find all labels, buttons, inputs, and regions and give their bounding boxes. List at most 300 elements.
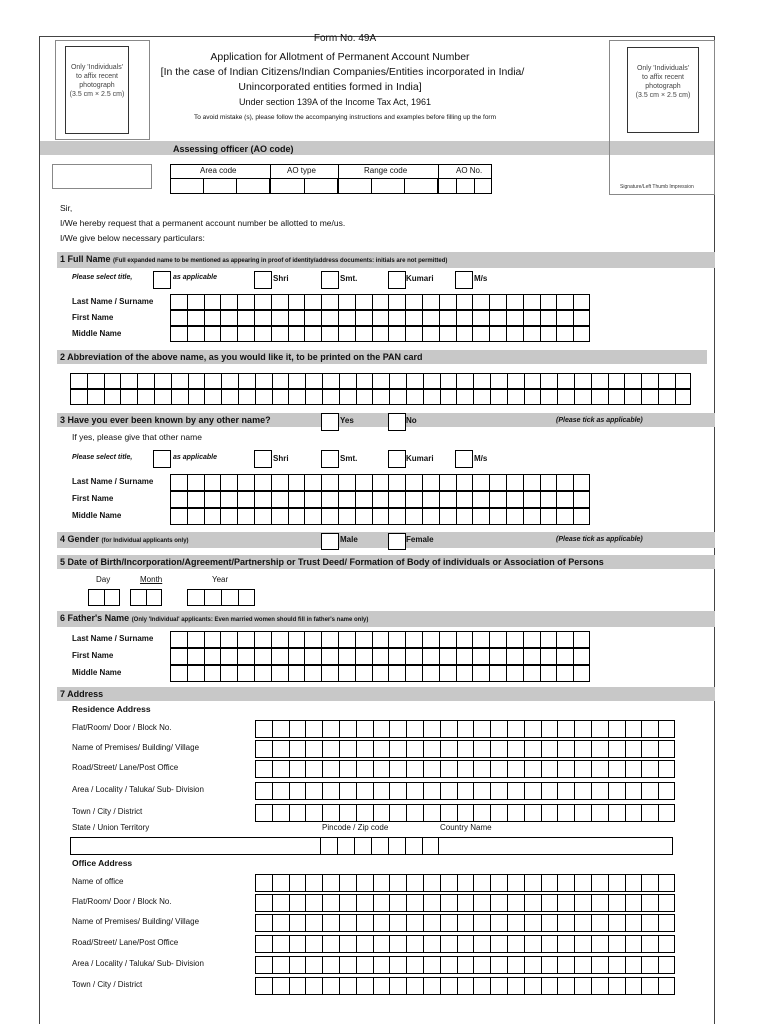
char-cell[interactable] <box>339 935 356 953</box>
char-cell[interactable] <box>289 720 306 738</box>
char-cell[interactable] <box>237 648 254 665</box>
char-cell[interactable] <box>423 956 440 974</box>
char-cell[interactable] <box>591 740 608 758</box>
char-cell[interactable] <box>255 782 272 800</box>
char-cell[interactable] <box>440 914 457 932</box>
char-cell[interactable] <box>591 373 608 389</box>
char-cell[interactable] <box>272 389 289 405</box>
char-cell[interactable] <box>540 389 557 405</box>
char-cell[interactable] <box>440 720 457 738</box>
char-cell[interactable] <box>406 894 423 912</box>
photo-box-right[interactable] <box>627 47 699 133</box>
char-cell[interactable] <box>220 631 237 648</box>
char-cell[interactable] <box>170 310 187 326</box>
char-cell[interactable] <box>322 760 339 778</box>
char-cell[interactable] <box>456 474 473 491</box>
s1-first-name-cells[interactable] <box>170 310 590 326</box>
char-cell[interactable] <box>489 326 506 342</box>
char-cell[interactable] <box>146 589 162 606</box>
char-cell[interactable] <box>372 665 389 682</box>
char-cell[interactable] <box>321 474 338 491</box>
char-cell[interactable] <box>507 977 524 995</box>
char-cell[interactable] <box>473 720 490 738</box>
char-cell[interactable] <box>540 474 557 491</box>
char-cell[interactable] <box>389 782 406 800</box>
char-cell[interactable] <box>490 740 507 758</box>
char-cell[interactable] <box>204 326 221 342</box>
char-cell[interactable] <box>507 782 524 800</box>
char-cell[interactable] <box>405 474 422 491</box>
char-cell[interactable] <box>356 389 373 405</box>
char-cell[interactable] <box>573 474 590 491</box>
char-cell[interactable] <box>272 977 289 995</box>
char-cell[interactable] <box>541 874 558 892</box>
char-cell[interactable] <box>289 894 306 912</box>
char-cell[interactable] <box>506 648 523 665</box>
char-cell[interactable] <box>356 804 373 822</box>
char-cell[interactable] <box>373 782 390 800</box>
char-cell[interactable] <box>373 956 390 974</box>
char-cell[interactable] <box>439 648 456 665</box>
char-cell[interactable] <box>625 804 642 822</box>
ao-type-cells[interactable] <box>270 178 338 194</box>
char-cell[interactable] <box>204 474 221 491</box>
char-cell[interactable] <box>456 326 473 342</box>
char-cell[interactable] <box>422 631 439 648</box>
s2-abbrev-cells-row1[interactable] <box>70 373 691 389</box>
char-cell[interactable] <box>523 491 540 508</box>
char-cell[interactable] <box>104 589 120 606</box>
char-cell[interactable] <box>541 956 558 974</box>
char-cell[interactable] <box>389 874 406 892</box>
char-cell[interactable] <box>574 720 591 738</box>
char-cell[interactable] <box>338 294 355 310</box>
char-cell[interactable] <box>423 977 440 995</box>
char-cell[interactable] <box>255 373 272 389</box>
char-cell[interactable] <box>591 720 608 738</box>
char-cell[interactable] <box>238 589 255 606</box>
s7-o-flat-cells[interactable] <box>255 894 675 912</box>
char-cell[interactable] <box>423 720 440 738</box>
char-cell[interactable] <box>457 720 474 738</box>
char-cell[interactable] <box>556 326 573 342</box>
char-cell[interactable] <box>389 373 406 389</box>
char-cell[interactable] <box>422 294 439 310</box>
char-cell[interactable] <box>204 508 221 525</box>
char-cell[interactable] <box>389 740 406 758</box>
char-cell[interactable] <box>137 373 154 389</box>
char-cell[interactable] <box>440 977 457 995</box>
char-cell[interactable] <box>523 326 540 342</box>
char-cell[interactable] <box>272 760 289 778</box>
char-cell[interactable] <box>473 956 490 974</box>
char-cell[interactable] <box>221 373 238 389</box>
char-cell[interactable] <box>204 665 221 682</box>
char-cell[interactable] <box>237 310 254 326</box>
sign-area-left[interactable] <box>52 164 152 189</box>
char-cell[interactable] <box>540 491 557 508</box>
char-cell[interactable] <box>506 665 523 682</box>
char-cell[interactable] <box>489 474 506 491</box>
char-cell[interactable] <box>272 782 289 800</box>
char-cell[interactable] <box>507 389 524 405</box>
char-cell[interactable] <box>355 474 372 491</box>
char-cell[interactable] <box>70 389 87 405</box>
char-cell[interactable] <box>524 977 541 995</box>
char-cell[interactable] <box>506 631 523 648</box>
char-cell[interactable] <box>439 474 456 491</box>
char-cell[interactable] <box>322 977 339 995</box>
char-cell[interactable] <box>608 782 625 800</box>
char-cell[interactable] <box>557 389 574 405</box>
char-cell[interactable] <box>489 491 506 508</box>
char-cell[interactable] <box>254 665 271 682</box>
char-cell[interactable] <box>506 310 523 326</box>
char-cell[interactable] <box>170 631 187 648</box>
char-cell[interactable] <box>457 914 474 932</box>
char-cell[interactable] <box>591 874 608 892</box>
char-cell[interactable] <box>507 894 524 912</box>
char-cell[interactable] <box>254 491 271 508</box>
char-cell[interactable] <box>238 373 255 389</box>
char-cell[interactable] <box>524 720 541 738</box>
char-cell[interactable] <box>556 648 573 665</box>
char-cell[interactable] <box>272 804 289 822</box>
char-cell[interactable] <box>489 665 506 682</box>
char-cell[interactable] <box>439 665 456 682</box>
char-cell[interactable] <box>373 874 390 892</box>
char-cell[interactable] <box>591 760 608 778</box>
char-cell[interactable] <box>254 508 271 525</box>
char-cell[interactable] <box>88 589 104 606</box>
char-cell[interactable] <box>289 782 306 800</box>
char-cell[interactable] <box>524 914 541 932</box>
char-cell[interactable] <box>389 935 406 953</box>
char-cell[interactable] <box>472 631 489 648</box>
char-cell[interactable] <box>440 894 457 912</box>
char-cell[interactable] <box>339 874 356 892</box>
s7-road-cells[interactable] <box>255 760 675 778</box>
char-cell[interactable] <box>658 804 675 822</box>
char-cell[interactable] <box>388 491 405 508</box>
char-cell[interactable] <box>624 373 641 389</box>
s3-kumari-checkbox[interactable] <box>388 450 406 468</box>
char-cell[interactable] <box>540 508 557 525</box>
char-cell[interactable] <box>658 389 675 405</box>
char-cell[interactable] <box>255 977 272 995</box>
char-cell[interactable] <box>524 935 541 953</box>
char-cell[interactable] <box>423 874 440 892</box>
char-cell[interactable] <box>472 648 489 665</box>
char-cell[interactable] <box>271 508 288 525</box>
s6-middle-name-cells[interactable] <box>170 665 590 682</box>
char-cell[interactable] <box>506 294 523 310</box>
char-cell[interactable] <box>388 474 405 491</box>
char-cell[interactable] <box>557 935 574 953</box>
s3-title-checkbox[interactable] <box>153 450 171 468</box>
char-cell[interactable] <box>490 894 507 912</box>
char-cell[interactable] <box>472 491 489 508</box>
char-cell[interactable] <box>675 373 692 389</box>
char-cell[interactable] <box>406 373 423 389</box>
char-cell[interactable] <box>473 874 490 892</box>
char-cell[interactable] <box>373 977 390 995</box>
char-cell[interactable] <box>541 760 558 778</box>
s3-shri-checkbox[interactable] <box>254 450 272 468</box>
char-cell[interactable] <box>541 782 558 800</box>
char-cell[interactable] <box>490 977 507 995</box>
char-cell[interactable] <box>187 310 204 326</box>
char-cell[interactable] <box>540 631 557 648</box>
char-cell[interactable] <box>573 491 590 508</box>
char-cell[interactable] <box>356 740 373 758</box>
char-cell[interactable] <box>339 894 356 912</box>
char-cell[interactable] <box>320 837 337 855</box>
char-cell[interactable] <box>272 373 289 389</box>
char-cell[interactable] <box>372 326 389 342</box>
s2-abbrev-cells-row2[interactable] <box>70 389 691 405</box>
s4-female-checkbox[interactable] <box>388 533 406 550</box>
char-cell[interactable] <box>372 474 389 491</box>
char-cell[interactable] <box>389 914 406 932</box>
char-cell[interactable] <box>339 804 356 822</box>
char-cell[interactable] <box>490 373 507 389</box>
char-cell[interactable] <box>220 326 237 342</box>
char-cell[interactable] <box>523 508 540 525</box>
char-cell[interactable] <box>523 631 540 648</box>
char-cell[interactable] <box>254 326 271 342</box>
char-cell[interactable] <box>473 782 490 800</box>
char-cell[interactable] <box>490 720 507 738</box>
char-cell[interactable] <box>389 977 406 995</box>
char-cell[interactable] <box>322 804 339 822</box>
char-cell[interactable] <box>272 935 289 953</box>
char-cell[interactable] <box>473 373 490 389</box>
char-cell[interactable] <box>422 837 439 855</box>
s5-day-cells[interactable] <box>88 589 120 606</box>
char-cell[interactable] <box>591 914 608 932</box>
char-cell[interactable] <box>356 373 373 389</box>
char-cell[interactable] <box>356 720 373 738</box>
char-cell[interactable] <box>272 894 289 912</box>
char-cell[interactable] <box>339 782 356 800</box>
char-cell[interactable] <box>305 804 322 822</box>
char-cell[interactable] <box>422 665 439 682</box>
char-cell[interactable] <box>440 389 457 405</box>
char-cell[interactable] <box>171 373 188 389</box>
char-cell[interactable] <box>440 782 457 800</box>
char-cell[interactable] <box>541 935 558 953</box>
char-cell[interactable] <box>556 310 573 326</box>
char-cell[interactable] <box>541 914 558 932</box>
char-cell[interactable] <box>305 956 322 974</box>
char-cell[interactable] <box>557 373 574 389</box>
char-cell[interactable] <box>289 956 306 974</box>
char-cell[interactable] <box>557 804 574 822</box>
char-cell[interactable] <box>591 804 608 822</box>
char-cell[interactable] <box>405 310 422 326</box>
char-cell[interactable] <box>289 874 306 892</box>
char-cell[interactable] <box>305 373 322 389</box>
char-cell[interactable] <box>237 474 254 491</box>
char-cell[interactable] <box>355 631 372 648</box>
char-cell[interactable] <box>423 804 440 822</box>
char-cell[interactable] <box>625 782 642 800</box>
char-cell[interactable] <box>220 294 237 310</box>
char-cell[interactable] <box>658 935 675 953</box>
char-cell[interactable] <box>574 760 591 778</box>
char-cell[interactable] <box>321 665 338 682</box>
char-cell[interactable] <box>423 760 440 778</box>
char-cell[interactable] <box>321 310 338 326</box>
char-cell[interactable] <box>354 837 371 855</box>
char-cell[interactable] <box>540 648 557 665</box>
char-cell[interactable] <box>457 874 474 892</box>
char-cell[interactable] <box>524 740 541 758</box>
char-cell[interactable] <box>170 508 187 525</box>
char-cell[interactable] <box>204 631 221 648</box>
char-cell[interactable] <box>321 326 338 342</box>
char-cell[interactable] <box>524 894 541 912</box>
char-cell[interactable] <box>373 804 390 822</box>
char-cell[interactable] <box>473 935 490 953</box>
char-cell[interactable] <box>608 894 625 912</box>
char-cell[interactable] <box>339 977 356 995</box>
char-cell[interactable] <box>440 373 457 389</box>
s3-ms-checkbox[interactable] <box>455 450 473 468</box>
char-cell[interactable] <box>405 326 422 342</box>
s1-middle-name-cells[interactable] <box>170 326 590 342</box>
char-cell[interactable] <box>472 326 489 342</box>
char-cell[interactable] <box>574 389 591 405</box>
char-cell[interactable] <box>608 760 625 778</box>
char-cell[interactable] <box>540 326 557 342</box>
char-cell[interactable] <box>473 914 490 932</box>
char-cell[interactable] <box>271 648 288 665</box>
char-cell[interactable] <box>422 310 439 326</box>
char-cell[interactable] <box>456 491 473 508</box>
char-cell[interactable] <box>524 760 541 778</box>
char-cell[interactable] <box>170 326 187 342</box>
s1-kumari-checkbox[interactable] <box>388 271 406 289</box>
char-cell[interactable] <box>322 389 339 405</box>
char-cell[interactable] <box>489 294 506 310</box>
char-cell[interactable] <box>573 310 590 326</box>
char-cell[interactable] <box>658 760 675 778</box>
char-cell[interactable] <box>170 665 187 682</box>
char-cell[interactable] <box>204 310 221 326</box>
char-cell[interactable] <box>187 326 204 342</box>
char-cell[interactable] <box>574 804 591 822</box>
char-cell[interactable] <box>423 389 440 405</box>
char-cell[interactable] <box>272 720 289 738</box>
char-cell[interactable] <box>573 648 590 665</box>
char-cell[interactable] <box>289 760 306 778</box>
char-cell[interactable] <box>187 648 204 665</box>
ao-no-cells[interactable] <box>438 178 492 194</box>
char-cell[interactable] <box>389 894 406 912</box>
char-cell[interactable] <box>389 956 406 974</box>
char-cell[interactable] <box>255 914 272 932</box>
char-cell[interactable] <box>523 474 540 491</box>
char-cell[interactable] <box>237 508 254 525</box>
char-cell[interactable] <box>439 326 456 342</box>
char-cell[interactable] <box>220 474 237 491</box>
char-cell[interactable] <box>356 956 373 974</box>
char-cell[interactable] <box>608 935 625 953</box>
char-cell[interactable] <box>608 804 625 822</box>
char-cell[interactable] <box>154 389 171 405</box>
char-cell[interactable] <box>204 491 221 508</box>
char-cell[interactable] <box>271 491 288 508</box>
char-cell[interactable] <box>288 508 305 525</box>
char-cell[interactable] <box>373 894 390 912</box>
s5-month-cells[interactable] <box>130 589 162 606</box>
s1-smt-checkbox[interactable] <box>321 271 339 289</box>
ao-range-cells[interactable] <box>338 178 438 194</box>
char-cell[interactable] <box>87 373 104 389</box>
char-cell[interactable] <box>356 977 373 995</box>
char-cell[interactable] <box>523 665 540 682</box>
char-cell[interactable] <box>305 914 322 932</box>
char-cell[interactable] <box>288 631 305 648</box>
char-cell[interactable] <box>338 474 355 491</box>
char-cell[interactable] <box>625 760 642 778</box>
char-cell[interactable] <box>641 373 658 389</box>
s4-male-checkbox[interactable] <box>321 533 339 550</box>
char-cell[interactable] <box>372 373 389 389</box>
char-cell[interactable] <box>506 326 523 342</box>
char-cell[interactable] <box>388 665 405 682</box>
char-cell[interactable] <box>507 740 524 758</box>
photo-box-left[interactable] <box>65 46 129 134</box>
char-cell[interactable] <box>473 740 490 758</box>
char-cell[interactable] <box>624 389 641 405</box>
char-cell[interactable] <box>356 782 373 800</box>
char-cell[interactable] <box>608 977 625 995</box>
char-cell[interactable] <box>456 373 473 389</box>
char-cell[interactable] <box>507 720 524 738</box>
char-cell[interactable] <box>423 782 440 800</box>
char-cell[interactable] <box>625 977 642 995</box>
char-cell[interactable] <box>255 874 272 892</box>
char-cell[interactable] <box>170 648 187 665</box>
char-cell[interactable] <box>439 631 456 648</box>
char-cell[interactable] <box>573 294 590 310</box>
char-cell[interactable] <box>255 804 272 822</box>
char-cell[interactable] <box>506 474 523 491</box>
char-cell[interactable] <box>574 874 591 892</box>
char-cell[interactable] <box>472 665 489 682</box>
char-cell[interactable] <box>356 760 373 778</box>
char-cell[interactable] <box>373 740 390 758</box>
char-cell[interactable] <box>541 894 558 912</box>
char-cell[interactable] <box>372 508 389 525</box>
char-cell[interactable] <box>574 977 591 995</box>
char-cell[interactable] <box>289 804 306 822</box>
char-cell[interactable] <box>641 389 658 405</box>
char-cell[interactable] <box>658 373 675 389</box>
char-cell[interactable] <box>524 373 541 389</box>
char-cell[interactable] <box>524 874 541 892</box>
char-cell[interactable] <box>523 310 540 326</box>
char-cell[interactable] <box>288 665 305 682</box>
char-cell[interactable] <box>557 894 574 912</box>
char-cell[interactable] <box>608 956 625 974</box>
s3-middle-name-cells[interactable] <box>170 508 590 525</box>
char-cell[interactable] <box>389 804 406 822</box>
char-cell[interactable] <box>288 294 305 310</box>
